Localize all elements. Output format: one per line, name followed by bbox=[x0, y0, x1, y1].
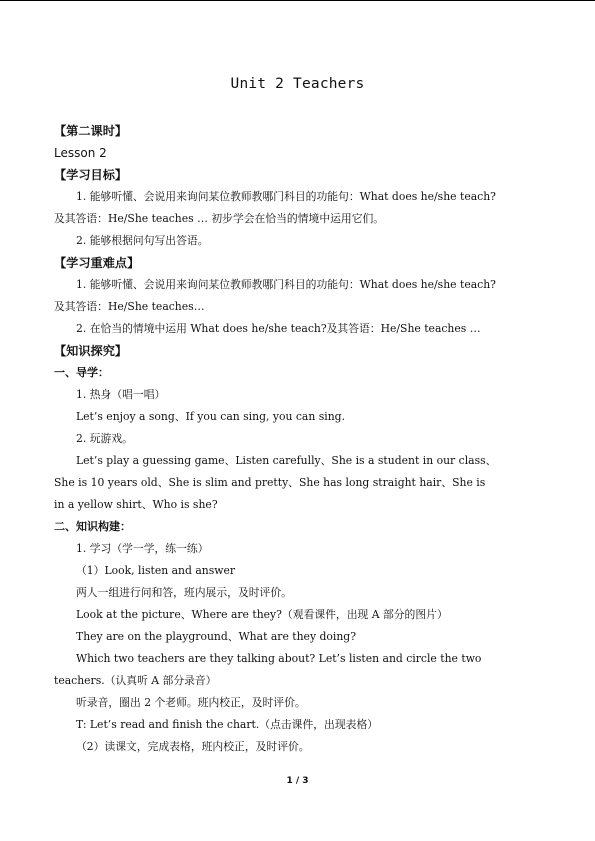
text-line: Lesson 2 bbox=[54, 146, 107, 160]
text-line: Look at the picture、Where are they?（观看课件，出现 A 部分的图片） bbox=[76, 608, 448, 621]
text-line: 1. 学习（学一学，练一练） bbox=[76, 542, 209, 555]
text-line: 1. 能够听懂、会说用来询问某位教师教哪门科目的功能句：What does he/she teach? bbox=[76, 278, 496, 291]
text-line: Let’s play a guessing game、Listen carefully、She is a student in our class、 bbox=[76, 454, 497, 467]
text-line: （2）读课文，完成表格，班内校正，及时评价。 bbox=[76, 740, 310, 753]
text-line: They are on the playground、What are they doing? bbox=[76, 630, 356, 643]
text-line: （1）Look, listen and answer bbox=[76, 564, 236, 577]
text-line: 及其答语：He/She teaches… bbox=[54, 300, 205, 313]
text-line: She is 10 years old、She is slim and pretty、She has long straight hair、She is bbox=[54, 476, 486, 489]
section-heading: 【第二课时】 bbox=[54, 124, 128, 138]
text-line: Which two teachers are they talking about? Let’s listen and circle the two bbox=[76, 652, 482, 665]
text-line: 听录音，圈出 2 个老师。班内校正，及时评价。 bbox=[76, 696, 306, 709]
text-line: in a yellow shirt、Who is she? bbox=[54, 498, 218, 511]
text-line: 1. 热身（唱一唱） bbox=[76, 388, 166, 401]
text-line: 1. 能够听懂、会说用来询问某位教师教哪门科目的功能句：What does he/she teach? bbox=[76, 190, 496, 203]
section-heading: 二、知识构建： bbox=[54, 520, 131, 533]
text-line: T: Let’s read and finish the chart.（点击课件，出现表格） bbox=[76, 718, 379, 731]
document-body bbox=[54, 120, 544, 758]
text-line: teachers.（认真听 A 部分录音） bbox=[54, 674, 217, 687]
section-heading: 【知识探究】 bbox=[54, 344, 128, 358]
section-heading: 一、导学： bbox=[54, 366, 109, 379]
text-line: 及其答语：He/She teaches … 初步学会在恰当的情境中运用它们。 bbox=[54, 212, 385, 225]
section-heading: 【学习目标】 bbox=[54, 168, 128, 182]
text-line: 2. 能够根据问句写出答语。 bbox=[76, 234, 209, 247]
top-border bbox=[0, 0, 595, 1]
page-number: 1 / 3 bbox=[286, 776, 309, 786]
text-line: 两人一组进行问和答，班内展示，及时评价。 bbox=[76, 586, 292, 599]
text-line: Let’s enjoy a song、If you can sing, you can sing. bbox=[76, 410, 346, 423]
text-line: 2. 在恰当的情境中运用 What does he/she teach?及其答语：He/She teaches … bbox=[76, 322, 481, 335]
section-heading: 【学习重难点】 bbox=[54, 256, 140, 270]
text-line: 2. 玩游戏。 bbox=[76, 432, 133, 445]
document-title: Unit 2 Teachers bbox=[230, 76, 365, 92]
